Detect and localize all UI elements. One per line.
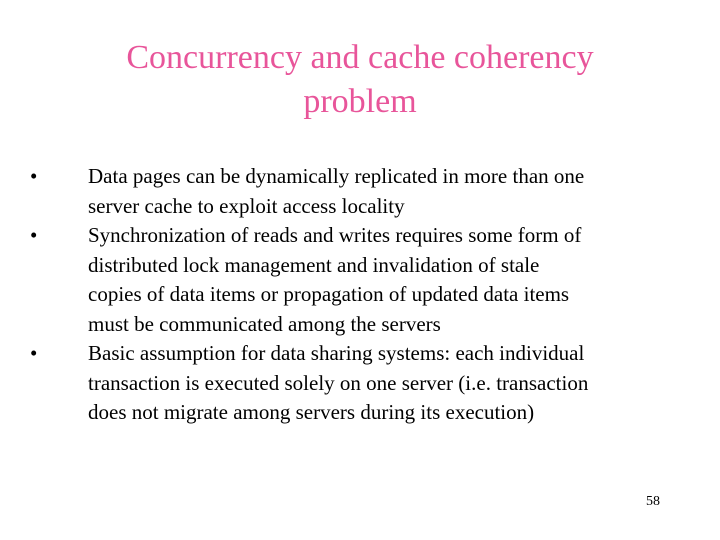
slide-title-line: problem — [303, 83, 417, 120]
bullet-icon: • — [30, 164, 38, 188]
bullet-text-line: Synchronization of reads and writes requires some form of — [88, 223, 582, 247]
bullet-text-line: distributed lock management and invalidation of stale — [88, 252, 540, 277]
bullet-text-line: must be communicated among the servers — [88, 311, 441, 336]
bullet-icon: • — [30, 223, 38, 247]
bullet-text-line: Data pages can be dynamically replicated in more than one — [88, 164, 585, 188]
bullet-item — [30, 162, 680, 221]
bullet-text-line: server cache to exploit access locality — [88, 193, 405, 218]
bullet-list — [30, 162, 680, 428]
bullet-text-line: does not migrate among servers during its execution) — [88, 400, 535, 424]
page-number: 58 — [646, 494, 660, 509]
bullet-icon: • — [30, 341, 38, 365]
bullet-item — [30, 221, 680, 339]
bullet-item — [30, 339, 680, 428]
slide-title-line: Concurrency and cache coherency — [126, 39, 594, 76]
slide-title — [60, 36, 660, 124]
bullet-text-line: copies of data items or propagation of updated data items — [88, 282, 570, 306]
bullet-text-line: transaction is executed solely on one server (i.e. transaction — [88, 370, 589, 395]
bullet-text-line: Basic assumption for data sharing systems: each individual — [88, 341, 585, 365]
